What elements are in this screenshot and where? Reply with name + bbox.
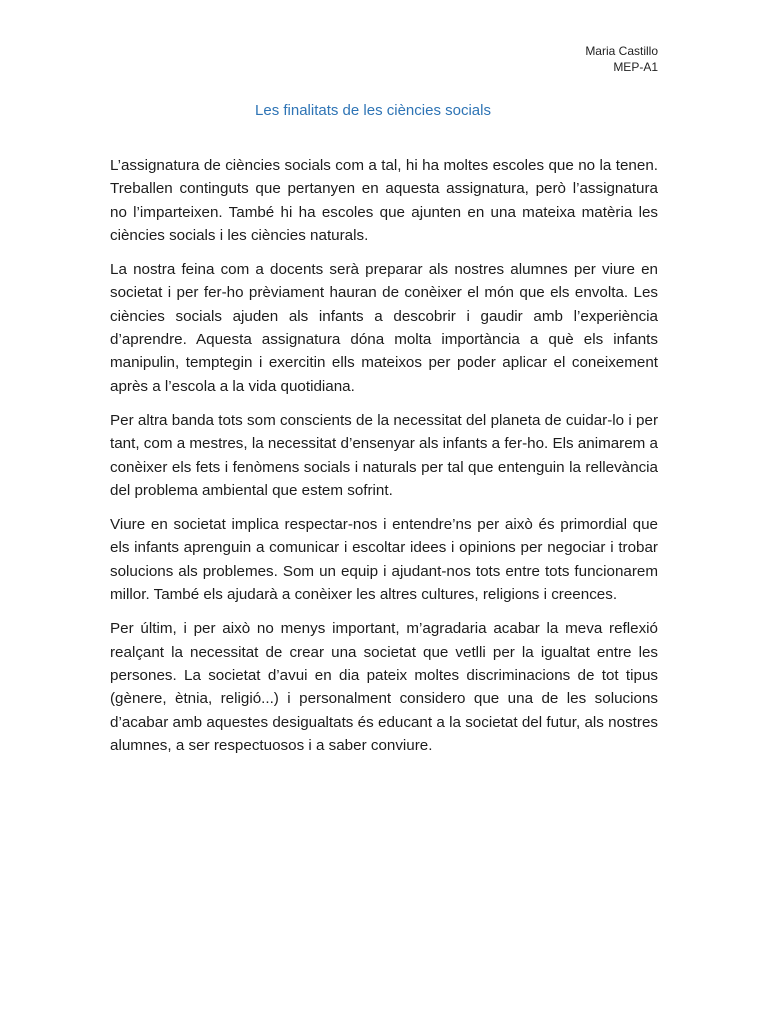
paragraph-1: L’assignatura de ciències socials com a tal, hi ha moltes escoles que no la tenen. Treballen continguts que pertanyen en aquesta assignatura, però l’assignatura no l’imparteixen. També hi ha escoles que ajunten en una mateixa matèria les ciències socials i les ciències naturals.: [110, 157, 658, 244]
page-header: [585, 43, 658, 75]
author-name: Maria Castillo: [585, 44, 658, 58]
course-code: MEP-A1: [613, 60, 658, 74]
paragraph-2: La nostra feina com a docents serà preparar als nostres alumnes per viure en societat i per fer-ho prèviament hauran de conèixer el món que els envolta. Les ciències socials ajuden als infants a descobrir i gaudir amb l’experiència d’aprendre. Aquesta assignatura dóna molta importància a què els infants manipulin, temptegin i exercitin ells mateixos per poder aplicar el coneixement après a l’escola a la vida quotidiana.: [110, 261, 658, 395]
paragraph-5: Per últim, i per això no menys important, m’agradaria acabar la meva reflexió realçant la necessitat de crear una societat que vetlli per la igualtat entre les persones. La societat d’avui en dia pateix moltes discriminacions de tot tipus (gènere, ètnia, religió...) i personalment considero que una de les solucions d’acabar amb aquestes desigualtats és educant a la societat del futur, als nostres alumnes, a ser respectuosos i a saber conviure.: [110, 620, 658, 754]
document-title: Les finalitats de les ciències socials: [255, 102, 491, 119]
document-body: [110, 154, 658, 768]
paragraph-4: Viure en societat implica respectar-nos i entendre’ns per això és primordial que els infants aprenguin a comunicar i escoltar idees i opinions per negociar i trobar solucions als problemes. Som un equip i ajudant-nos tots entre tots funcionarem millor. També els ajudarà a conèixer les altres cultures, religions i creences.: [110, 516, 658, 604]
paragraph-3: Per altra banda tots som conscients de la necessitat del planeta de cuidar-lo i per tant, com a mestres, la necessitat d’ensenyar als infants a fer-ho. Els animarem a conèixer els fets i fenòmens socials i naturals per tal que entenguin la rellevància del problema ambiental que estem sofrint.: [110, 411, 658, 499]
